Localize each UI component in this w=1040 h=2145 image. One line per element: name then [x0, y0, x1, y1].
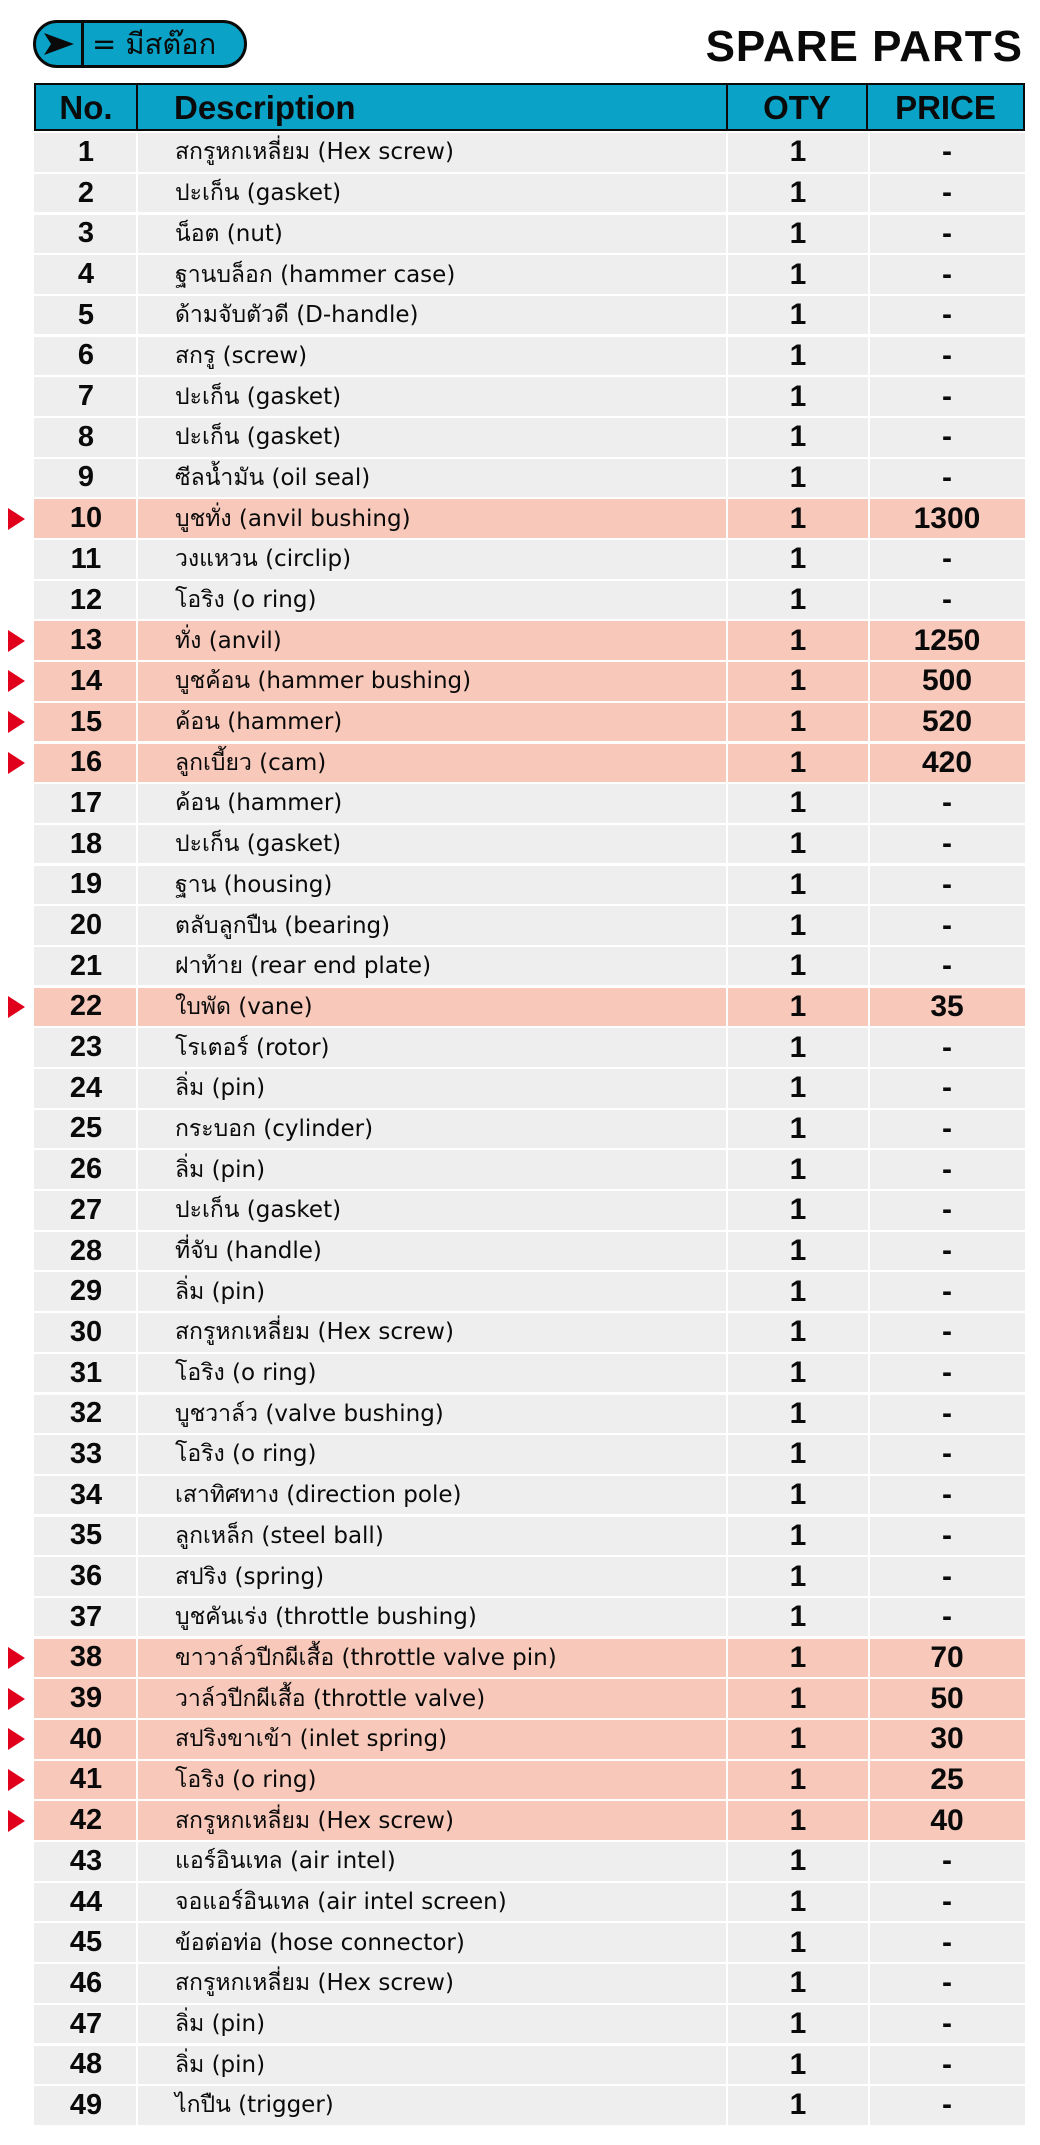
part-number: 10 [69, 502, 103, 535]
part-description: ปะเก็น (gasket) [175, 424, 342, 451]
part-description: ปะเก็น (gasket) [175, 831, 342, 858]
part-price: 1300 [913, 501, 981, 535]
in-stock-arrow-icon [8, 630, 25, 652]
part-number: 29 [69, 1275, 103, 1308]
part-number: 40 [69, 1722, 103, 1755]
part-description: บูชทั่ง (anvil bushing) [175, 505, 411, 532]
table-row [34, 1313, 1025, 1352]
part-price: 520 [921, 705, 973, 739]
table-row [34, 1191, 1025, 1230]
table-row [34, 1761, 1025, 1800]
part-price: - [942, 1234, 952, 1267]
part-description: น็อต (nut) [175, 220, 283, 247]
part-number: 21 [69, 949, 103, 982]
in-stock-arrow-icon [8, 1769, 25, 1791]
part-description: ลูกเหล็ก (steel ball) [175, 1522, 384, 1549]
part-description: โอริง (o ring) [175, 1360, 317, 1387]
part-number: 1 [77, 135, 95, 168]
table-row [34, 255, 1025, 294]
part-number: 37 [69, 1600, 103, 1633]
part-qty: 1 [789, 583, 807, 616]
part-price: - [942, 1925, 952, 1959]
spare-parts-table [34, 83, 1025, 2125]
part-number: 26 [69, 1153, 103, 1186]
table-row [34, 133, 1025, 172]
part-description: ลิ่ม (pin) [175, 1075, 266, 1102]
part-price: - [942, 1844, 952, 1878]
part-description: ค้อน (hammer) [175, 790, 343, 817]
part-qty: 1 [789, 1518, 807, 1552]
part-qty: 1 [789, 1193, 807, 1227]
part-price: - [942, 2007, 952, 2041]
legend-label: = มีสต๊อก [92, 27, 217, 61]
part-qty: 1 [789, 460, 807, 494]
part-qty: 1 [789, 216, 807, 250]
in-stock-arrow-icon [8, 1688, 25, 1710]
in-stock-arrow-icon [8, 670, 25, 692]
table-row [34, 1639, 1025, 1678]
part-number: 24 [69, 1071, 103, 1104]
part-number: 38 [69, 1641, 103, 1674]
part-price: - [942, 176, 952, 210]
part-price: - [942, 1559, 952, 1593]
part-number: 36 [69, 1560, 103, 1592]
part-description: วงแหวน (circlip) [175, 546, 352, 573]
part-description: ใบพัด (vane) [175, 993, 313, 1020]
part-description: โอริง (o ring) [175, 1441, 317, 1468]
part-price: - [942, 949, 952, 983]
table-row [34, 581, 1025, 620]
table-row [34, 1476, 1025, 1515]
part-price: 500 [921, 664, 973, 698]
part-number: 28 [69, 1234, 103, 1267]
table-row [34, 2046, 1025, 2085]
part-number: 22 [69, 990, 103, 1023]
table-row [34, 1842, 1025, 1881]
part-description: บูชค้อน (hammer bushing) [175, 668, 472, 695]
part-description: ฐานบล็อก (hammer case) [175, 261, 456, 288]
part-number: 8 [77, 420, 95, 453]
part-number: 33 [69, 1437, 103, 1470]
part-price: - [942, 1437, 952, 1471]
part-description: ซีลน้ำมัน (oil seal) [175, 464, 371, 491]
header-divider [136, 85, 138, 129]
part-qty: 1 [789, 1600, 807, 1634]
table-row [34, 1354, 1025, 1393]
part-qty: 1 [789, 2047, 807, 2081]
part-description: สกรูหกเหลี่ยม (Hex screw) [175, 1319, 454, 1346]
part-price: 40 [930, 1803, 964, 1837]
part-description: ลิ่ม (pin) [175, 1156, 266, 1183]
part-qty: 1 [789, 1803, 807, 1837]
in-stock-arrow-icon [8, 508, 25, 530]
part-number: 20 [69, 909, 103, 941]
part-qty: 1 [789, 1681, 807, 1715]
part-number: 6 [77, 339, 95, 372]
part-qty: 1 [789, 1478, 807, 1512]
part-number: 11 [70, 542, 102, 575]
part-description: ข้อต่อท่อ (hose connector) [175, 1929, 465, 1956]
part-price: - [942, 1356, 952, 1390]
part-price: 420 [921, 745, 973, 779]
part-qty: 1 [789, 1844, 807, 1878]
part-price: - [942, 1885, 952, 1918]
header-no: No. [59, 89, 113, 126]
part-description: สปริงขาเข้า (inlet spring) [175, 1726, 448, 1753]
part-number: 2 [77, 176, 95, 209]
part-number: 45 [69, 1926, 103, 1959]
part-description: สปริง (spring) [175, 1563, 325, 1590]
table-header [34, 83, 1025, 131]
part-qty: 1 [789, 338, 807, 372]
part-price: 30 [930, 1722, 964, 1756]
part-description: แอร์อินเทล (air intel) [175, 1848, 396, 1875]
in-stock-arrow-icon [8, 1810, 25, 1832]
part-description: โอริง (o ring) [175, 1766, 317, 1793]
part-description: ด้ามจับตัวดี (D-handle) [175, 302, 419, 329]
part-qty: 1 [789, 1234, 807, 1267]
part-price: - [942, 1600, 952, 1634]
part-number: 18 [69, 827, 103, 860]
table-row [34, 1272, 1025, 1311]
table-row [34, 1923, 1025, 1962]
part-number: 16 [69, 746, 103, 779]
part-qty: 1 [789, 257, 807, 291]
part-price: 70 [930, 1640, 964, 1674]
part-number: 46 [69, 1966, 103, 1999]
part-qty: 1 [789, 623, 807, 657]
part-description: โรเตอร์ (rotor) [175, 1034, 330, 1061]
part-description: ตลับลูกปืน (bearing) [175, 912, 391, 939]
table-row [34, 1883, 1025, 1922]
part-qty: 1 [789, 298, 807, 332]
part-description: ปะเก็น (gasket) [175, 383, 342, 410]
in-stock-arrow-icon [8, 752, 25, 774]
table-row [34, 1028, 1025, 1067]
part-description: ไกปืน (trigger) [175, 2092, 334, 2119]
part-qty: 1 [789, 1111, 807, 1145]
in-stock-arrow-icon [8, 996, 25, 1018]
part-qty: 1 [789, 664, 807, 698]
part-qty: 1 [789, 1071, 807, 1105]
arrow-right-icon [36, 23, 84, 65]
table-row [34, 1395, 1025, 1434]
part-number: 42 [69, 1804, 103, 1837]
part-price: - [942, 1193, 952, 1227]
part-qty: 1 [789, 786, 807, 820]
stock-legend [33, 20, 247, 68]
header-qty: OTY [763, 89, 831, 126]
part-qty: 1 [789, 949, 807, 983]
part-qty: 1 [789, 420, 807, 454]
part-description: สกรูหกเหลี่ยม (Hex screw) [175, 1970, 454, 1997]
part-description: สกรูหกเหลี่ยม (Hex screw) [175, 139, 454, 166]
table-row [34, 215, 1025, 254]
table-row [34, 1964, 1025, 2003]
part-description: ฐาน (housing) [175, 871, 333, 898]
part-number: 32 [69, 1397, 103, 1430]
part-qty: 1 [789, 1356, 807, 1390]
part-description: บูชคันเร่ง (throttle bushing) [175, 1604, 477, 1631]
part-description: สกรูหกเหลี่ยม (Hex screw) [175, 1807, 454, 1834]
part-price: - [942, 135, 952, 169]
table-row [34, 459, 1025, 498]
part-qty: 1 [789, 1315, 807, 1349]
part-qty: 1 [789, 1437, 807, 1471]
part-price: - [942, 786, 952, 820]
part-price: 50 [930, 1681, 964, 1715]
table-row [34, 174, 1025, 213]
part-number: 27 [69, 1193, 103, 1226]
part-number: 19 [69, 868, 103, 901]
part-number: 9 [77, 461, 95, 494]
part-description: โอริง (o ring) [175, 587, 317, 613]
part-price: - [942, 338, 952, 372]
part-number: 14 [69, 664, 103, 697]
part-price: - [942, 257, 952, 291]
part-number: 23 [69, 1031, 103, 1064]
table-row [34, 703, 1025, 742]
table-row [34, 1557, 1025, 1596]
part-description: ที่จับ (handle) [175, 1238, 322, 1264]
part-qty: 1 [789, 1559, 807, 1593]
part-price: - [942, 1030, 952, 1064]
part-price: - [942, 542, 952, 576]
table-row [34, 418, 1025, 457]
part-number: 17 [69, 786, 103, 819]
part-price: 1250 [913, 623, 981, 657]
table-row [34, 1679, 1025, 1718]
part-number: 47 [69, 2007, 103, 2040]
part-description: บูชวาล์ว (valve bushing) [175, 1400, 444, 1427]
part-number: 43 [69, 1844, 103, 1877]
part-price: 35 [930, 989, 964, 1023]
table-row [34, 988, 1025, 1027]
table-row [34, 947, 1025, 986]
part-description: ทั่ง (anvil) [175, 627, 282, 654]
table-row [34, 906, 1025, 945]
part-qty: 1 [789, 1722, 807, 1756]
part-description: ค้อน (hammer) [175, 709, 343, 736]
table-row [34, 621, 1025, 660]
part-description: ปะเก็น (gasket) [175, 1197, 342, 1224]
part-number: 13 [69, 624, 103, 657]
part-price: - [942, 1152, 952, 1186]
table-row [34, 499, 1025, 538]
in-stock-arrow-icon [8, 711, 25, 733]
part-qty: 1 [789, 1640, 807, 1674]
part-price: - [942, 216, 952, 250]
part-qty: 1 [789, 379, 807, 413]
part-number: 35 [69, 1519, 103, 1552]
part-number: 48 [69, 2048, 103, 2081]
part-price: - [942, 1071, 952, 1105]
part-number: 3 [77, 217, 95, 250]
part-description: ลิ่ม (pin) [175, 1278, 266, 1305]
table-row [34, 1801, 1025, 1840]
part-price: - [942, 420, 952, 454]
part-qty: 1 [789, 1152, 807, 1186]
part-number: 31 [69, 1356, 103, 1389]
part-description: ลิ่ม (pin) [175, 2051, 266, 2078]
table-row [34, 1110, 1025, 1149]
part-price: - [942, 1396, 952, 1430]
table-row [34, 377, 1025, 416]
part-description: ลิ่ม (pin) [175, 2011, 266, 2038]
table-row [34, 1517, 1025, 1556]
part-number: 44 [69, 1885, 103, 1918]
part-price: - [942, 298, 952, 332]
part-qty: 1 [789, 1274, 807, 1308]
part-description: ลูกเบี้ยว (cam) [175, 749, 327, 776]
part-qty: 1 [789, 1396, 807, 1430]
part-qty: 1 [789, 989, 807, 1023]
part-price: - [942, 460, 952, 494]
table-row [34, 662, 1025, 701]
part-price: - [942, 379, 952, 413]
table-row [34, 744, 1025, 783]
part-price: - [942, 908, 952, 942]
table-row [34, 1069, 1025, 1108]
part-number: 7 [77, 380, 95, 413]
part-qty: 1 [789, 176, 807, 210]
part-price: - [942, 827, 952, 861]
part-qty: 1 [789, 1762, 807, 1796]
part-number: 34 [69, 1478, 103, 1511]
page-title: SPARE PARTS [705, 22, 1023, 71]
table-row [34, 1150, 1025, 1189]
table-row [34, 2086, 1025, 2125]
part-number: 5 [77, 298, 95, 331]
part-qty: 1 [789, 1966, 807, 2000]
part-description: ปะเก็น (gasket) [175, 180, 342, 207]
part-description: กระบอก (cylinder) [175, 1115, 374, 1142]
in-stock-arrow-icon [8, 1647, 25, 1669]
table-row [34, 1435, 1025, 1474]
table-row [34, 825, 1025, 864]
part-description: ฝาท้าย (rear end plate) [175, 953, 432, 980]
part-qty: 1 [789, 745, 807, 779]
part-price: - [942, 1478, 952, 1512]
part-number: 12 [69, 583, 103, 616]
part-qty: 1 [789, 908, 807, 942]
part-price: - [942, 1274, 952, 1308]
part-number: 41 [69, 1763, 103, 1796]
part-number: 4 [77, 258, 95, 290]
table-row [34, 540, 1025, 579]
part-qty: 1 [789, 1885, 807, 1918]
part-number: 49 [69, 2088, 103, 2121]
table-row [34, 1720, 1025, 1759]
part-description: จอแอร์อินเทล (air intel screen) [175, 1889, 507, 1915]
part-price: - [942, 2088, 952, 2122]
header-description: Description [174, 89, 356, 126]
part-price: 25 [930, 1762, 964, 1796]
part-qty: 1 [789, 1030, 807, 1064]
part-qty: 1 [789, 135, 807, 169]
part-price: - [942, 1966, 952, 2000]
part-qty: 1 [789, 2007, 807, 2041]
part-description: ขาวาล์วปีกผีเสื้อ (throttle valve pin) [175, 1644, 557, 1671]
part-description: เสาทิศทาง (direction pole) [175, 1482, 462, 1509]
table-body [34, 133, 1025, 2125]
part-qty: 1 [789, 542, 807, 576]
part-description: สกรู (screw) [175, 342, 308, 369]
part-price: - [942, 1315, 952, 1349]
table-row [34, 1232, 1025, 1271]
part-price: - [942, 867, 952, 901]
part-price: - [942, 1518, 952, 1552]
header-price: PRICE [895, 89, 996, 126]
table-row [34, 2005, 1025, 2044]
table-row [34, 296, 1025, 335]
table-row [34, 866, 1025, 905]
table-row [34, 337, 1025, 376]
part-price: - [942, 2047, 952, 2081]
table-row [34, 1598, 1025, 1637]
part-qty: 1 [789, 705, 807, 739]
part-qty: 1 [789, 1925, 807, 1959]
part-price: - [942, 583, 952, 616]
part-qty: 1 [789, 2088, 807, 2122]
part-price: - [942, 1111, 952, 1145]
part-qty: 1 [789, 501, 807, 535]
table-row [34, 784, 1025, 823]
part-qty: 1 [789, 867, 807, 901]
part-number: 15 [69, 705, 103, 738]
part-number: 25 [69, 1112, 103, 1145]
part-number: 39 [69, 1682, 103, 1715]
part-description: วาล์วปีกผีเสื้อ (throttle valve) [175, 1685, 486, 1712]
part-qty: 1 [789, 827, 807, 861]
part-number: 30 [69, 1315, 103, 1348]
in-stock-arrow-icon [8, 1728, 25, 1750]
